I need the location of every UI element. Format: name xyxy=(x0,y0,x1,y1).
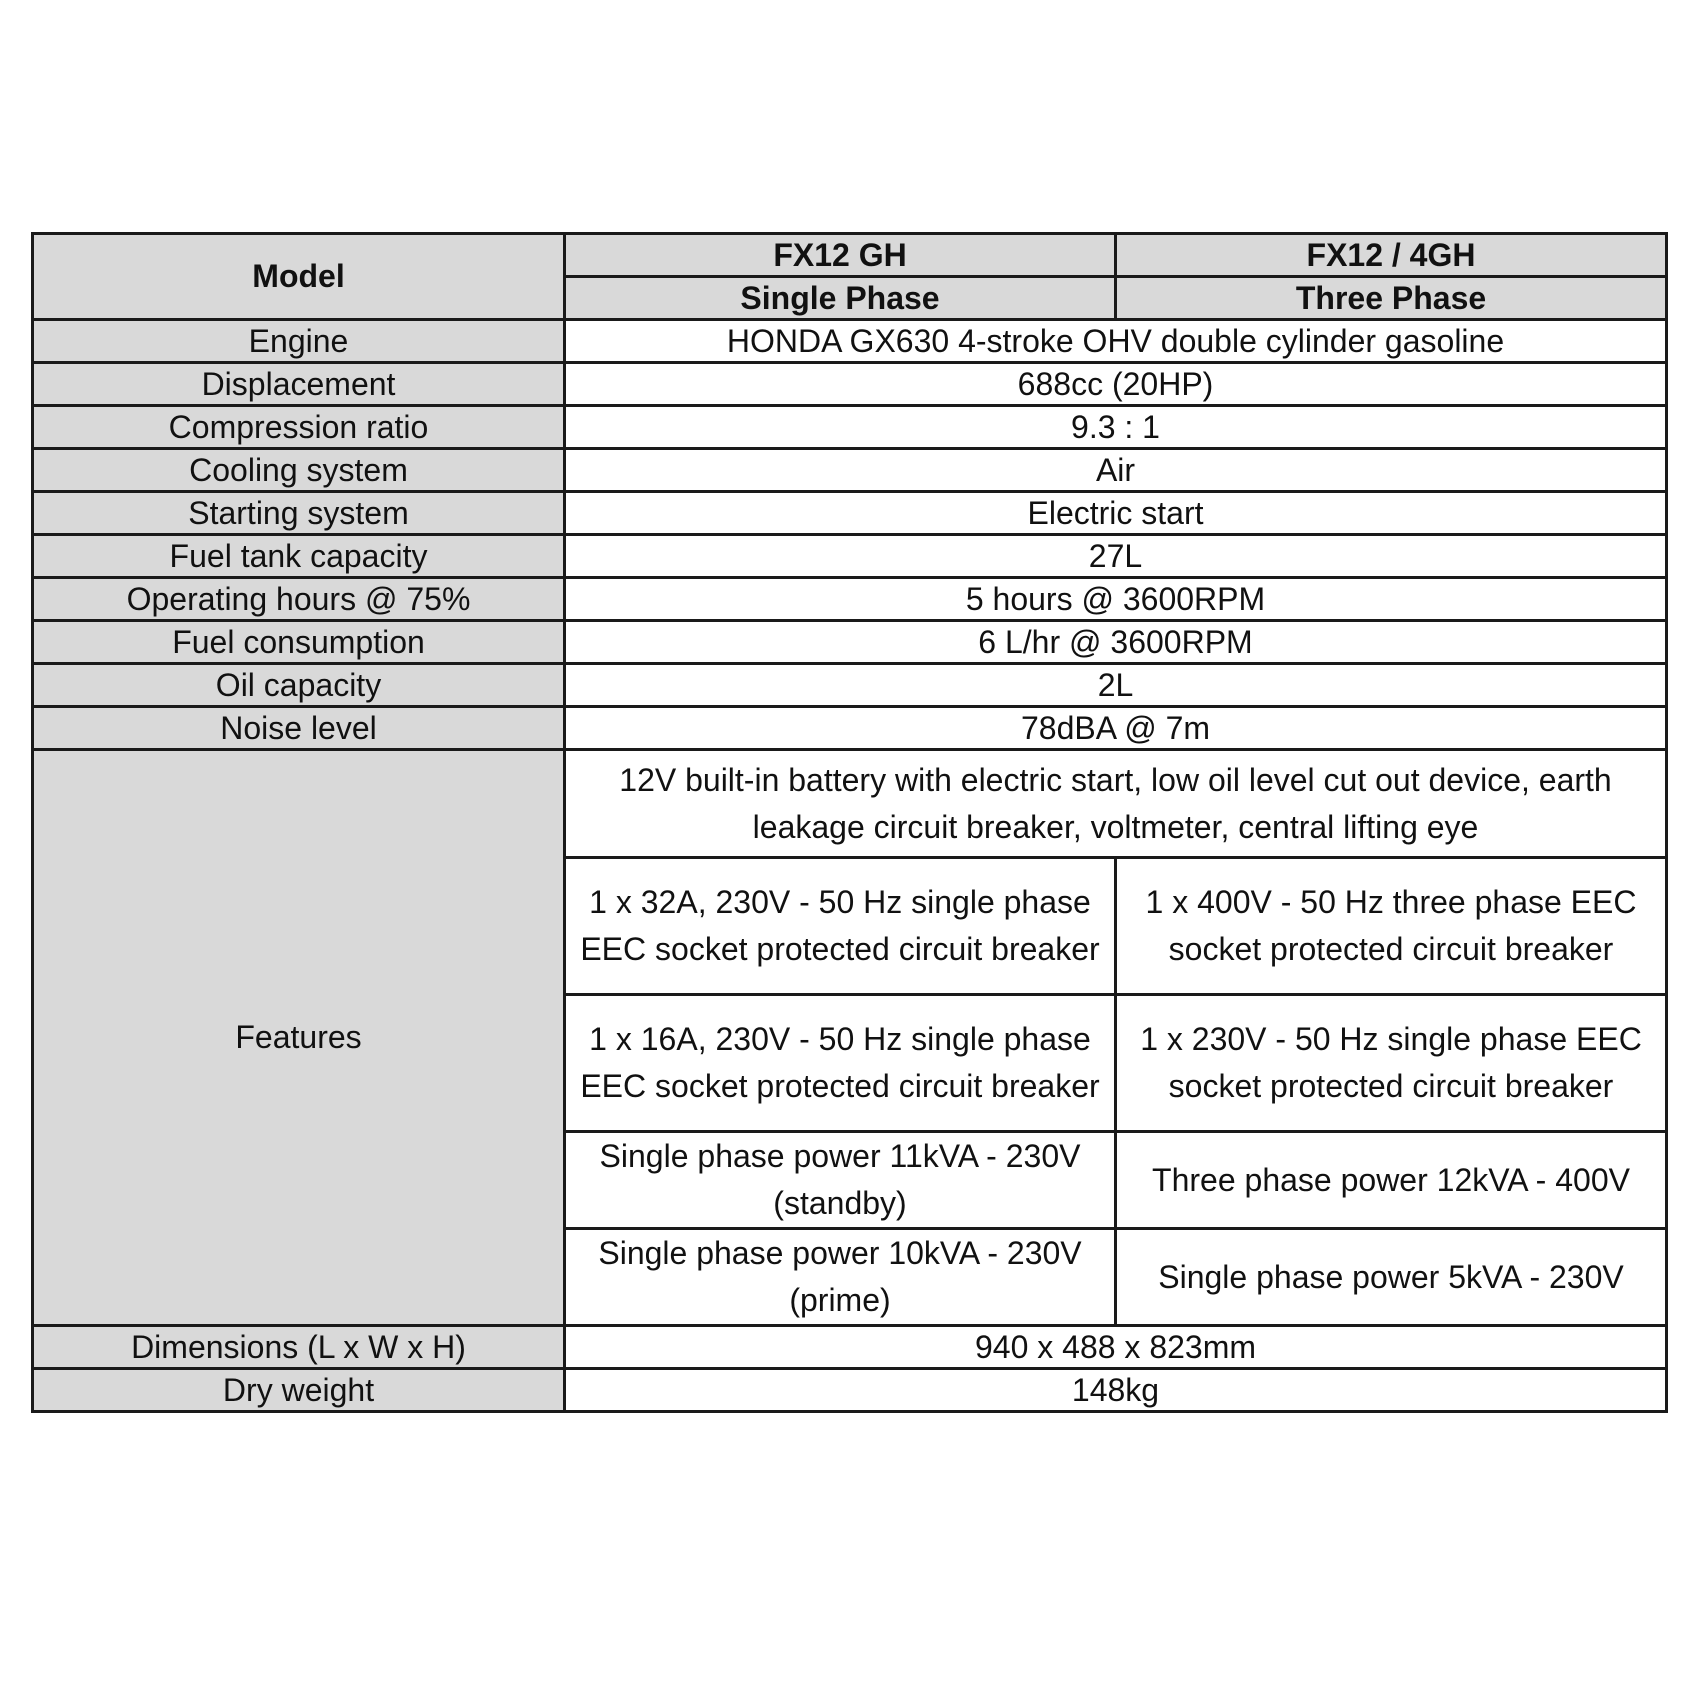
spec-row xyxy=(33,578,1667,621)
spec-row xyxy=(33,449,1667,492)
feature-single: 1 x 16A, 230V - 50 Hz single phase EEC socket protected circuit breaker xyxy=(565,995,1116,1132)
model-header: Model xyxy=(33,234,565,320)
header-row-models xyxy=(33,234,1667,277)
spec-value: 688cc (20HP) xyxy=(565,363,1667,406)
spec-value: 6 L/hr @ 3600RPM xyxy=(565,621,1667,664)
spec-row xyxy=(33,707,1667,750)
model-fx12gh: FX12 GH xyxy=(565,234,1116,277)
spec-row xyxy=(33,535,1667,578)
spec-value: 78dBA @ 7m xyxy=(565,707,1667,750)
spec-value: 2L xyxy=(565,664,1667,707)
spec-label: Noise level xyxy=(33,707,565,750)
spec-label: Dry weight xyxy=(33,1369,565,1412)
feature-three: 1 x 230V - 50 Hz single phase EEC socket protected circuit breaker xyxy=(1116,995,1667,1132)
spec-row xyxy=(33,621,1667,664)
feature-three: 1 x 400V - 50 Hz three phase EEC socket protected circuit breaker xyxy=(1116,858,1667,995)
spec-row xyxy=(33,664,1667,707)
feature-three: Single phase power 5kVA - 230V xyxy=(1116,1229,1667,1326)
spec-value: 27L xyxy=(565,535,1667,578)
features-label: Features xyxy=(33,750,565,1326)
spec-label: Operating hours @ 75% xyxy=(33,578,565,621)
spec-label: Dimensions (L x W x H) xyxy=(33,1326,565,1369)
features-row-common xyxy=(33,750,1667,858)
spec-label: Cooling system xyxy=(33,449,565,492)
spec-label: Fuel consumption xyxy=(33,621,565,664)
spec-label: Starting system xyxy=(33,492,565,535)
spec-label: Fuel tank capacity xyxy=(33,535,565,578)
spec-value: 940 x 488 x 823mm xyxy=(565,1326,1667,1369)
spec-label: Displacement xyxy=(33,363,565,406)
spec-label: Oil capacity xyxy=(33,664,565,707)
feature-single: Single phase power 11kVA - 230V (standby) xyxy=(565,1132,1116,1229)
spec-row xyxy=(33,492,1667,535)
spec-row xyxy=(33,1369,1667,1412)
feature-three: Three phase power 12kVA - 400V xyxy=(1116,1132,1667,1229)
phase-single: Single Phase xyxy=(565,277,1116,320)
spec-row xyxy=(33,320,1667,363)
model-fx12-4gh: FX12 / 4GH xyxy=(1116,234,1667,277)
spec-row xyxy=(33,1326,1667,1369)
spec-value: Electric start xyxy=(565,492,1667,535)
phase-three: Three Phase xyxy=(1116,277,1667,320)
features-common: 12V built-in battery with electric start, low oil level cut out device, earth leakage circuit breaker, voltmeter, central lifting eye xyxy=(565,750,1667,858)
spec-value: HONDA GX630 4-stroke OHV double cylinder gasoline xyxy=(565,320,1667,363)
spec-row xyxy=(33,363,1667,406)
spec-table xyxy=(31,232,1668,1413)
spec-label: Compression ratio xyxy=(33,406,565,449)
spec-row xyxy=(33,406,1667,449)
spec-value: 9.3 : 1 xyxy=(565,406,1667,449)
spec-value: Air xyxy=(565,449,1667,492)
spec-value: 148kg xyxy=(565,1369,1667,1412)
spec-value: 5 hours @ 3600RPM xyxy=(565,578,1667,621)
feature-single: 1 x 32A, 230V - 50 Hz single phase EEC socket protected circuit breaker xyxy=(565,858,1116,995)
feature-single: Single phase power 10kVA - 230V (prime) xyxy=(565,1229,1116,1326)
spec-label: Engine xyxy=(33,320,565,363)
